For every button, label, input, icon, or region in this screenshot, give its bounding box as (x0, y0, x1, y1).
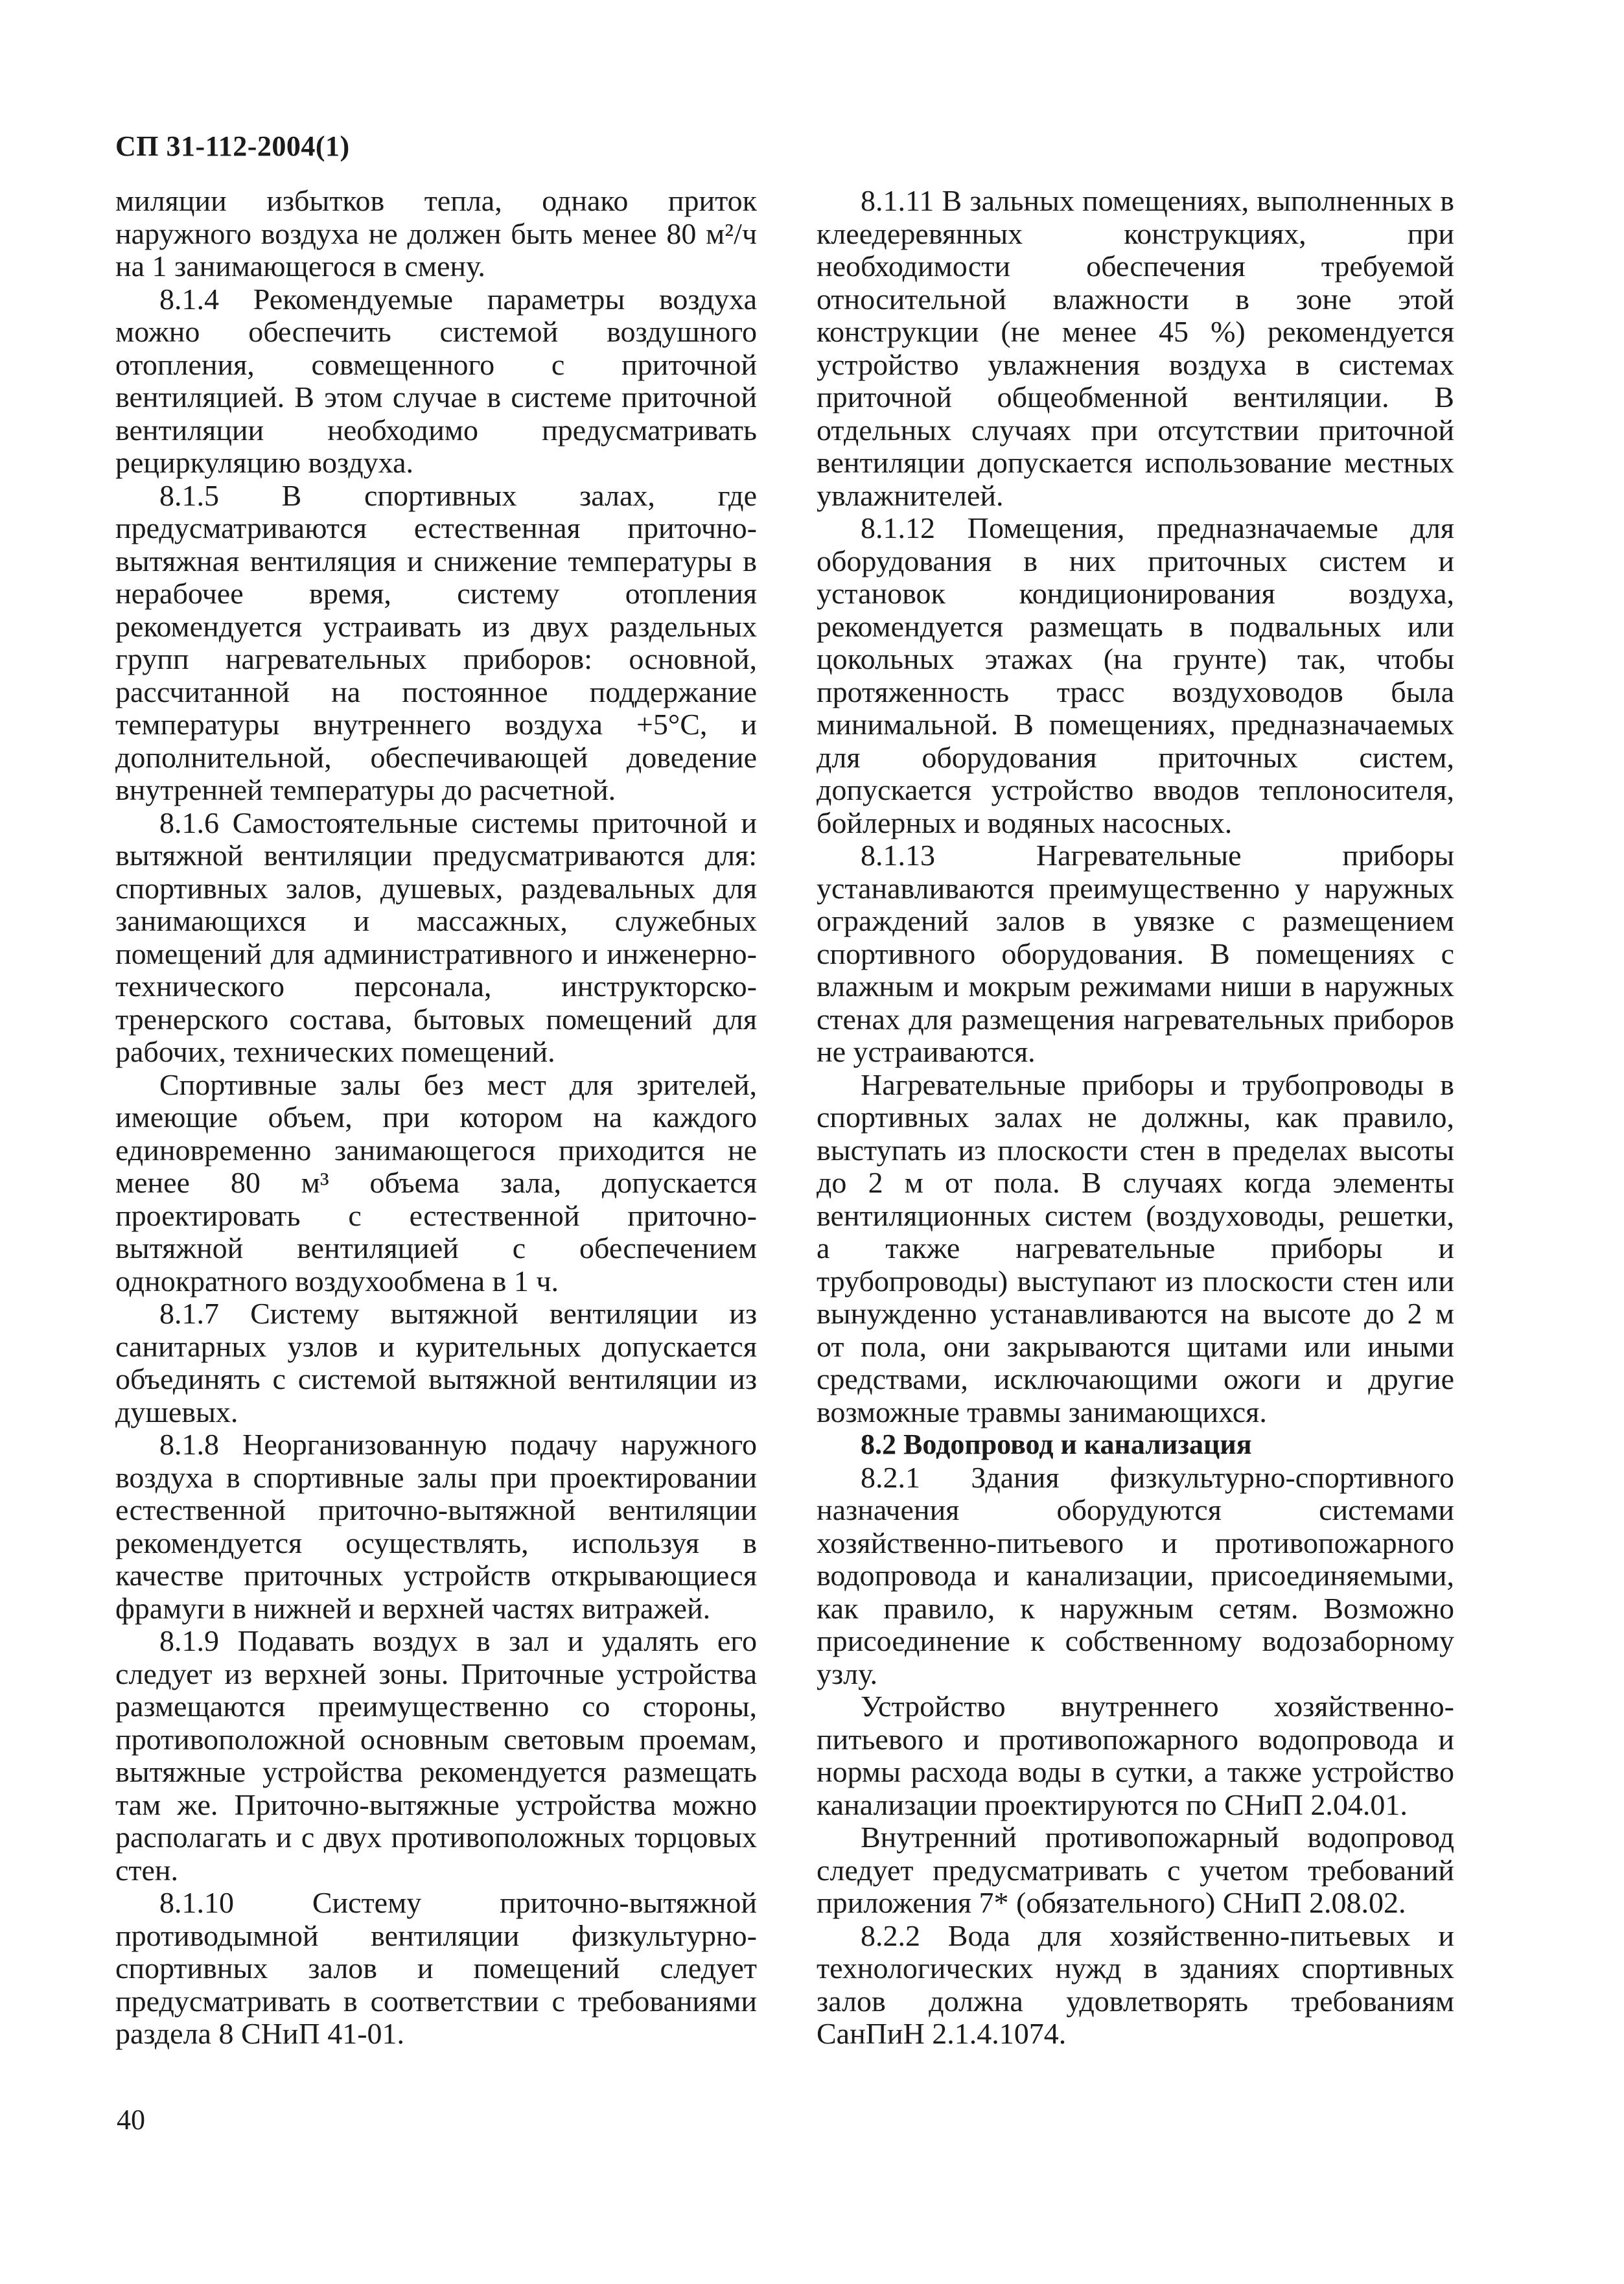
paragraph: Устройство внутреннего хозяйственно-питьевого и противопожарного водопровода и нормы расхода воды в сутки, а также устройство канализации проектируются по СНиП 2.04.01. (817, 1690, 1454, 1821)
paragraph: Нагревательные приборы и трубопроводы в спортивных залах не должны, как правило, выступать из плоскости стен в пределах высоты до 2 м от пола. В случаях когда элементы вентиляционных систем (воздуховоды, решетки, а также нагревательные приборы и трубопроводы) выступают из плоскости стен или вынужденно устанавливаются на высоте до 2 м от пола, они закрываются щитами или иными средствами, исключающими ожоги и другие возможные травмы занимающихся. (817, 1067, 1454, 1428)
paragraph: 8.2.1 Здания физкультурно-спортивного назначения оборудуются системами хозяйственно-питьевого и противопожарного водопровода и канализации, присоединяемыми, как правило, к наружным сетям. Возможно присоединение к собственному водозаборному узлу. (817, 1460, 1454, 1690)
left-text-column (115, 185, 757, 2051)
paragraph: 8.1.8 Неорганизованную подачу наружного воздуха в спортивные залы при проектировании естественной приточно-вытяжной вентиляции рекомендуется осуществлять, используя в качестве приточных устройств открывающиеся фрамуги в нижней и верхней частях витражей. (115, 1428, 757, 1625)
paragraph: 8.1.7 Систему вытяжной вентиляции из санитарных узлов и курительных допускается объединять с системой вытяжной вентиляции из душевых. (115, 1297, 757, 1428)
section-heading: 8.2 Водопровод и канализация (861, 1428, 1252, 1460)
paragraph: миляции избытков тепла, однако приток наружного воздуха не должен быть менее 80 м²/ч на 1 занимающегося в смену. (115, 184, 757, 283)
paragraph: Спортивные залы без мест для зрителей, имеющие объем, при котором на каждого единовременно занимающегося приходится не менее 80 м³ объема зала, допускается проектировать с естественной приточно-вытяжной вентиляцией с обеспечением однократного воздухообмена в 1 ч. (115, 1067, 757, 1298)
paragraph: 8.1.11 В зальных помещениях, выполненных в клеедеревянных конструкциях, при необходимости обеспечения требуемой относительной влажности в зоне этой конструкции (не менее 45 %) рекомендуется устройство увлажнения воздуха в системах приточной общеобменной вентиляции. В отдельных случаях при отсутствии приточной вентиляции допускается использование местных увлажнителей. (817, 184, 1454, 512)
document-code-header: СП 31-112-2004(1) (115, 130, 350, 162)
paragraph: 8.1.10 Систему приточно-вытяжной противодымной вентиляции физкультурно-спортивных залов и помещений следует предусматривать в соответствии с требованиями раздела 8 СНиП 41-01. (115, 1886, 757, 2050)
paragraph: 8.2.2 Вода для хозяйственно-питьевых и технологических нужд в зданиях спортивных залов должна удовлетворять требованиям СанПиН 2.1.4.1074. (817, 1918, 1454, 2050)
paragraph: 8.1.5 В спортивных залах, где предусматриваются естественная приточно-вытяжная вентиляция и снижение температуры в нерабочее время, систему отопления рекомендуется устраивать из двух раздельных групп нагревательных приборов: основной, рассчитанной на постоянное поддержание температуры внутреннего воздуха +5°С, и дополнительной, обеспечивающей доведение внутренней температуры до расчетной. (115, 478, 757, 806)
paragraph: 8.1.9 Подавать воздух в зал и удалять его следует из верхней зоны. Приточные устройства размещаются преимущественно со стороны, противоположной основным световым проемам, вытяжные устройства рекомендуется размещать там же. Приточно-вытяжные устройства можно располагать и с двух противоположных торцовых стен. (115, 1624, 757, 1887)
right-text-column (817, 185, 1454, 2051)
paragraph: 8.1.12 Помещения, предназначаемые для оборудования в них приточных систем и установок кондиционирования воздуха, рекомендуется размещать в подвальных или цокольных этажах (на грунте) так, чтобы протяженность трасс воздуховодов была минимальной. В помещениях, предназначаемых для оборудования приточных систем, допускается устройство вводов теплоносителя, бойлерных и водяных насосных. (817, 511, 1454, 839)
page-number: 40 (117, 2104, 145, 2136)
paragraph: 8.1.13 Нагревательные приборы устанавливаются преимущественно у наружных ограждений залов в увязке с размещением спортивного оборудования. В помещениях с влажным и мокрым режимами ниши в наружных стенах для размещения нагревательных приборов не устраиваются. (817, 839, 1454, 1068)
paragraph: 8.1.6 Самостоятельные системы приточной и вытяжной вентиляции предусматриваются для: спортивных залов, душевых, раздевальных для занимающихся и массажных, служебных помещений для административного и инженерно-технического персонала, инструкторско-тренерского состава, бытовых помещений для рабочих, технических помещений. (115, 806, 757, 1068)
paragraph: 8.1.4 Рекомендуемые параметры воздуха можно обеспечить системой воздушного отопления, совмещенного с приточной вентиляцией. В этом случае в системе приточной вентиляции необходимо предусматривать рециркуляцию воздуха. (115, 282, 757, 479)
paragraph: Внутренний противопожарный водопровод следует предусматривать с учетом требований приложения 7* (обязательного) СНиП 2.08.02. (817, 1821, 1454, 1919)
